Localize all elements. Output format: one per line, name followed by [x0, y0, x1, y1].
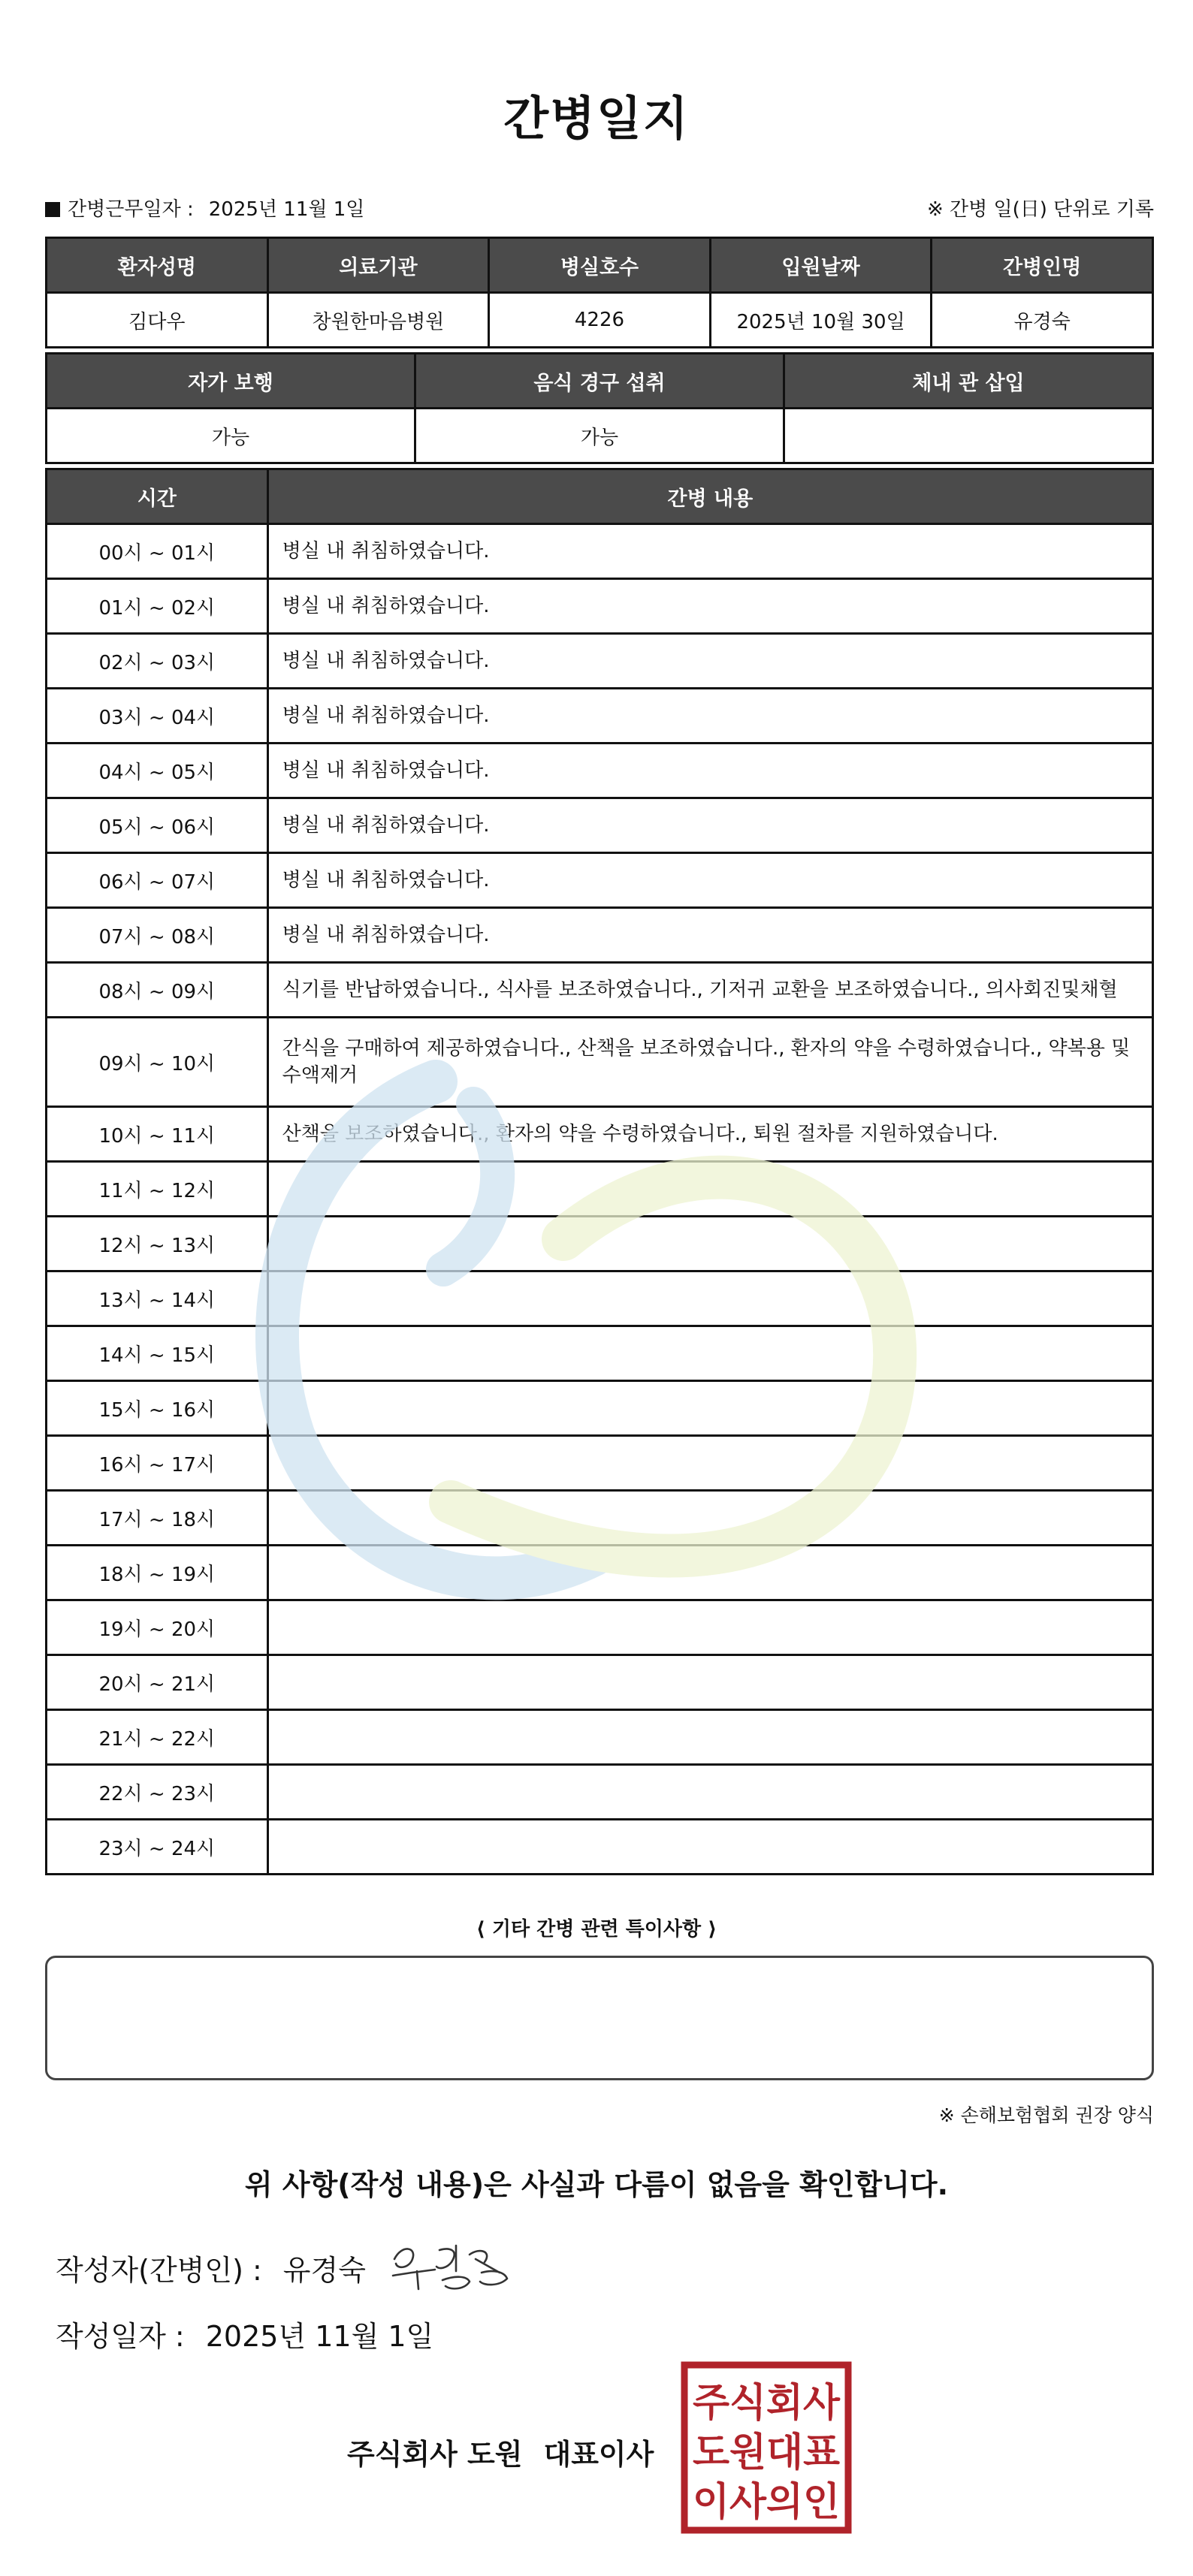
- care-row-content: [267, 1491, 1152, 1546]
- care-row-time: 21시 ~ 22시: [47, 1710, 268, 1765]
- care-row: [47, 634, 1153, 689]
- care-row: [47, 524, 1153, 579]
- page-title: 간병일지: [503, 91, 690, 146]
- care-row-content: [267, 1436, 1152, 1491]
- care-row-time: 06시 ~ 07시: [47, 853, 268, 908]
- header-caregiver-name: 간병인명: [932, 238, 1153, 293]
- header-care-content: 간병 내용: [267, 469, 1152, 524]
- care-row: [47, 1546, 1153, 1600]
- care-row: [47, 908, 1153, 963]
- care-row: [47, 1491, 1153, 1546]
- care-row-time: 03시 ~ 04시: [47, 689, 268, 744]
- care-row: [47, 689, 1153, 744]
- care-row-time: 07시 ~ 08시: [47, 908, 268, 963]
- header-time: 시간: [47, 469, 268, 524]
- care-row: [47, 798, 1153, 853]
- care-row-content: [267, 1217, 1152, 1271]
- status-header-row: [47, 354, 1153, 409]
- care-row-time: 22시 ~ 23시: [47, 1765, 268, 1820]
- care-row: [47, 1820, 1153, 1875]
- care-row-time: 04시 ~ 05시: [47, 744, 268, 798]
- svg-text:이사의인: 이사의인: [693, 2480, 840, 2525]
- care-row-content: [267, 1820, 1152, 1875]
- care-row-time: 16시 ~ 17시: [47, 1436, 268, 1491]
- care-row-content: 병실 내 취침하였습니다.: [267, 634, 1152, 689]
- meta-row: [45, 194, 1154, 224]
- recommend-note: ※ 손해보험협회 권장 양식: [938, 2104, 1154, 2126]
- handwritten-signature: [387, 2237, 515, 2297]
- square-bullet-icon: [45, 202, 60, 217]
- care-row-time: 18시 ~ 19시: [47, 1546, 268, 1600]
- special-notes-title: ⟨ 기타 간병 관련 특이사항 ⟩: [476, 1918, 717, 1941]
- care-row-time: 10시 ~ 11시: [47, 1107, 268, 1162]
- care-row-time: 23시 ~ 24시: [47, 1820, 268, 1875]
- care-row: [47, 1018, 1153, 1107]
- care-row: [47, 853, 1153, 908]
- care-row: [47, 1271, 1153, 1326]
- care-row: [47, 1655, 1153, 1710]
- care-row: [47, 579, 1153, 634]
- confirmation-statement: 위 사항(작성 내용)은 사실과 다름이 없음을 확인합니다.: [244, 2168, 949, 2201]
- care-row-content: 병실 내 취침하였습니다.: [267, 689, 1152, 744]
- room-number-value: 4226: [489, 293, 711, 348]
- care-row-time: 14시 ~ 15시: [47, 1326, 268, 1381]
- oral-intake-value: 가능: [415, 409, 784, 463]
- care-row: [47, 744, 1153, 798]
- write-date-value: 2025년 11월 1일: [205, 2320, 434, 2353]
- record-unit-note: ※ 간병 일(日) 단위로 기록: [926, 198, 1154, 221]
- care-rows: [47, 524, 1153, 1875]
- company-title: 대표이사: [543, 2438, 654, 2471]
- care-row-time: 17시 ~ 18시: [47, 1491, 268, 1546]
- care-row-content: 병실 내 취침하였습니다.: [267, 579, 1152, 634]
- duty-date-line: [45, 194, 364, 222]
- company-seal-stamp: [680, 2360, 853, 2535]
- care-row-content: [267, 1765, 1152, 1820]
- care-row-time: 00시 ~ 01시: [47, 524, 268, 579]
- care-row: [47, 1600, 1153, 1655]
- header-room-number: 병실호수: [489, 238, 711, 293]
- status-value-row: [47, 409, 1153, 463]
- care-row: [47, 1436, 1153, 1491]
- svg-text:도원대표: 도원대표: [693, 2430, 840, 2475]
- admission-date-value: 2025년 10월 30일: [710, 293, 932, 348]
- duty-date-value: 2025년 11월 1일: [208, 198, 365, 221]
- company-line: [347, 2431, 654, 2472]
- patient-info-table: [45, 237, 1154, 348]
- care-row-time: 01시 ~ 02시: [47, 579, 268, 634]
- caregiver-name-value: 유경숙: [932, 293, 1153, 348]
- header-oral-intake: 음식 경구 섭취: [415, 354, 784, 409]
- writer-line: [56, 2247, 366, 2288]
- care-row-content: 병실 내 취침하였습니다.: [267, 798, 1152, 853]
- care-row-content: 병실 내 취침하였습니다.: [267, 524, 1152, 579]
- care-row: [47, 1217, 1153, 1271]
- header-patient-name: 환자성명: [47, 238, 268, 293]
- hourly-care-table: [45, 468, 1154, 1875]
- svg-text:주식회사: 주식회사: [693, 2381, 841, 2426]
- patient-status-table: [45, 352, 1154, 464]
- patient-name-value: 김다우: [47, 293, 268, 348]
- writer-label: 작성자(간병인) :: [56, 2254, 262, 2287]
- duty-date-label: 간병근무일자 :: [68, 198, 194, 221]
- care-row-content: 간식을 구매하여 제공하였습니다., 산책을 보조하였습니다., 환자의 약을 수령하였습니다., 약복용 및 수액제거: [267, 1018, 1152, 1107]
- care-row-content: [267, 1271, 1152, 1326]
- care-row-time: 05시 ~ 06시: [47, 798, 268, 853]
- header-self-walking: 자가 보행: [47, 354, 415, 409]
- care-row-time: 13시 ~ 14시: [47, 1271, 268, 1326]
- care-row-time: 09시 ~ 10시: [47, 1018, 268, 1107]
- header-hospital: 의료기관: [267, 238, 489, 293]
- care-row-time: 08시 ~ 09시: [47, 963, 268, 1018]
- patient-info-value-row: [47, 293, 1153, 348]
- care-header-row: [47, 469, 1153, 524]
- care-row-time: 15시 ~ 16시: [47, 1381, 268, 1436]
- care-row: [47, 1765, 1153, 1820]
- care-row: [47, 1710, 1153, 1765]
- special-notes-box: [45, 1956, 1154, 2080]
- care-row-content: 병실 내 취침하였습니다.: [267, 908, 1152, 963]
- care-row-time: 02시 ~ 03시: [47, 634, 268, 689]
- write-date-line: [56, 2313, 433, 2354]
- header-admission-date: 입원날짜: [710, 238, 932, 293]
- care-row-content: [267, 1546, 1152, 1600]
- care-row: [47, 1381, 1153, 1436]
- care-row-content: [267, 1600, 1152, 1655]
- write-date-label: 작성일자 :: [56, 2320, 185, 2353]
- care-row: [47, 1107, 1153, 1162]
- care-row-content: 식기를 반납하였습니다., 식사를 보조하였습니다., 기저귀 교환을 보조하였습니다., 의사회진및채혈: [267, 963, 1152, 1018]
- care-row-time: 11시 ~ 12시: [47, 1162, 268, 1217]
- self-walking-value: 가능: [47, 409, 415, 463]
- care-row: [47, 963, 1153, 1018]
- care-row: [47, 1326, 1153, 1381]
- care-row-content: 병실 내 취침하였습니다.: [267, 744, 1152, 798]
- header-tube-insertion: 체내 관 삽입: [784, 354, 1153, 409]
- hospital-value: 창원한마음병원: [267, 293, 489, 348]
- care-row-content: [267, 1381, 1152, 1436]
- patient-info-header-row: [47, 238, 1153, 293]
- care-row-content: [267, 1710, 1152, 1765]
- care-row-content: 병실 내 취침하였습니다.: [267, 853, 1152, 908]
- care-row-content: [267, 1326, 1152, 1381]
- company-name: 주식회사 도원: [347, 2438, 523, 2471]
- care-row: [47, 1162, 1153, 1217]
- tube-insertion-value: [784, 409, 1153, 463]
- care-row-content: [267, 1655, 1152, 1710]
- care-row-content: 산책을 보조하였습니다., 환자의 약을 수령하였습니다., 퇴원 절차를 지원하였습니다.: [267, 1107, 1152, 1162]
- care-row-time: 20시 ~ 21시: [47, 1655, 268, 1710]
- writer-name: 유경숙: [282, 2254, 366, 2287]
- care-row-content: [267, 1162, 1152, 1217]
- care-row-time: 12시 ~ 13시: [47, 1217, 268, 1271]
- care-row-time: 19시 ~ 20시: [47, 1600, 268, 1655]
